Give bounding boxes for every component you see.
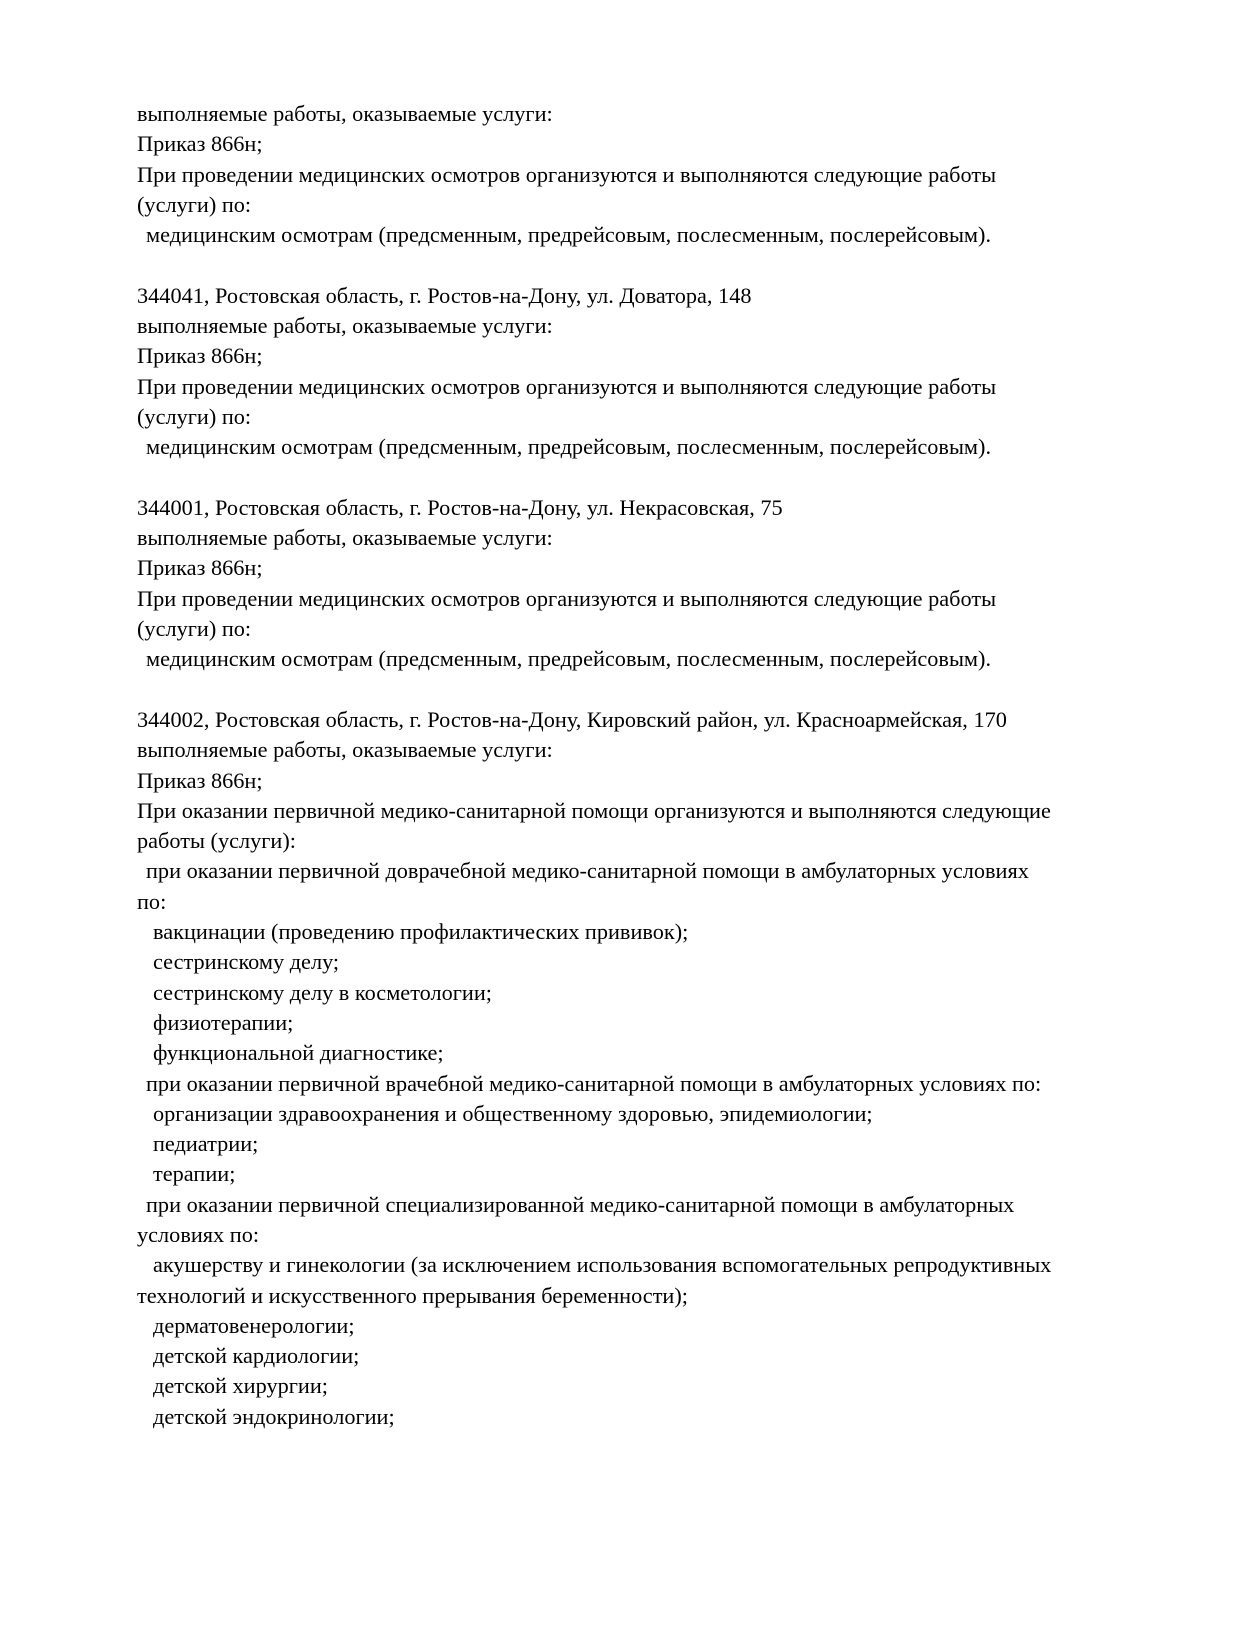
address-344002-line: дерматовенерологии; <box>153 1312 355 1338</box>
address-344002-line: Приказ 866н; <box>137 767 263 793</box>
address-344001-line: 344001, Ростовская область, г. Ростов-на-Дону, ул. Некрасовская, 75 <box>137 494 783 520</box>
address-344002-line: детской кардиологии; <box>153 1343 360 1369</box>
address-344002-line: при оказании первичной специализированной медико-санитарной помощи в амбулаторных <box>146 1191 1015 1217</box>
address-344001-line: Приказ 866н; <box>137 555 263 581</box>
address-344002-line: детской эндокринологии; <box>153 1403 395 1429</box>
address-344002-line: сестринскому делу в косметологии; <box>153 979 492 1005</box>
address-344002-line: детской хирургии; <box>153 1373 328 1399</box>
address-344002-line: акушерству и гинекологии (за исключением использования вспомогательных репродуктивных <box>153 1252 1052 1278</box>
address-344001-line: При проведении медицинских осмотров организуются и выполняются следующие работы <box>137 585 997 611</box>
address-344002-line: функциональной диагностике; <box>153 1040 444 1066</box>
address-344041-line: (услуги) по: <box>137 403 252 429</box>
address-344041-line: Приказ 866н; <box>137 343 263 369</box>
address-344002-line: условиях по: <box>137 1221 260 1247</box>
works-block-top-line: медицинским осмотрам (предсменным, предрейсовым, послесменным, послерейсовым). <box>146 222 992 248</box>
address-344002-line: вакцинации (проведению профилактических прививок); <box>153 919 689 945</box>
address-344041-line: выполняемые работы, оказываемые услуги: <box>137 313 553 339</box>
address-344002-line: При оказании первичной медико-санитарной помощи организуются и выполняются следующие <box>137 797 1051 823</box>
address-344001-line: выполняемые работы, оказываемые услуги: <box>137 525 553 551</box>
address-344002-line: физиотерапии; <box>153 1009 294 1035</box>
blank-line <box>137 250 1207 280</box>
works-block-top-line: выполняемые работы, оказываемые услуги: <box>137 101 553 126</box>
address-344002-line: работы (услуги): <box>137 828 296 854</box>
address-344002-line: организации здравоохранения и общественному здоровью, эпидемиологии; <box>153 1100 873 1126</box>
blank-line <box>137 675 1207 705</box>
license-works-text <box>137 99 1207 1432</box>
address-344002-line: педиатрии; <box>153 1131 259 1157</box>
address-344002-line: при оказании первичной доврачебной медико-санитарной помощи в амбулаторных условиях <box>146 858 1029 884</box>
works-block-top-line: Приказ 866н; <box>137 131 263 157</box>
address-344041-line: При проведении медицинских осмотров организуются и выполняются следующие работы <box>137 373 997 399</box>
address-344002-line: терапии; <box>153 1161 236 1187</box>
address-344041-line: 344041, Ростовская область, г. Ростов-на-Дону, ул. Доватора, 148 <box>137 282 752 308</box>
blank-line <box>137 463 1207 493</box>
works-block-top-line: (услуги) по: <box>137 191 252 217</box>
address-344002-line: при оказании первичной врачебной медико-санитарной помощи в амбулаторных условиях по: <box>146 1070 1042 1096</box>
address-344002-line: 344002, Ростовская область, г. Ростов-на-Дону, Кировский район, ул. Красноармейская, 170 <box>137 706 1007 732</box>
address-344001-line: медицинским осмотрам (предсменным, предрейсовым, послесменным, послерейсовым). <box>146 646 992 672</box>
works-block-top-line: При проведении медицинских осмотров организуются и выполняются следующие работы <box>137 161 997 187</box>
address-344002-line: выполняемые работы, оказываемые услуги: <box>137 737 553 763</box>
address-344001-line: (услуги) по: <box>137 616 252 642</box>
address-344041-line: медицинским осмотрам (предсменным, предрейсовым, послесменным, послерейсовым). <box>146 434 992 460</box>
address-344002-line: по: <box>137 888 167 914</box>
address-344002-line: технологий и искусственного прерывания беременности); <box>137 1282 688 1308</box>
address-344002-line: сестринскому делу; <box>153 949 340 975</box>
